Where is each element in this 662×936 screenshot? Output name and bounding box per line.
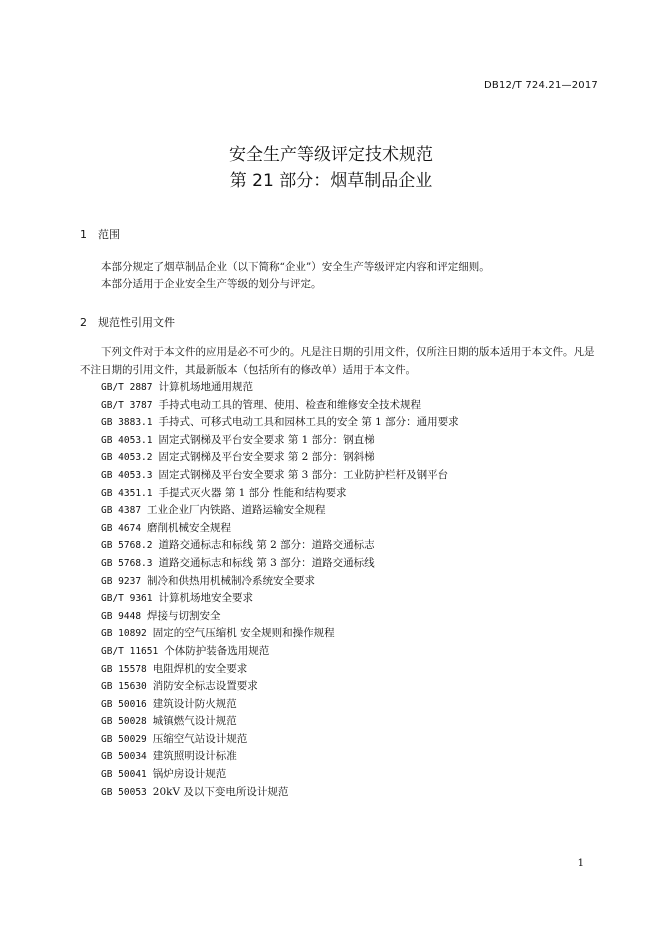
section-2-number: 2 xyxy=(80,316,87,329)
standard-code: DB12/T 724.21—2017 xyxy=(484,80,598,91)
reference-code: GB/T 9361 xyxy=(101,593,153,605)
reference-title: 城镇燃气设计规范 xyxy=(152,715,237,728)
reference-title: 制冷和供热用机械制冷系统安全要求 xyxy=(147,574,316,587)
reference-title: 磨削机械安全规程 xyxy=(147,521,232,534)
reference-title: 手持式、可移式电动工具和园林工具的安全 第 1 部分：通用要求 xyxy=(158,416,459,429)
reference-code: GB 9448 xyxy=(101,610,142,622)
reference-code: GB 9237 xyxy=(101,575,142,587)
reference-code: GB 15630 xyxy=(101,681,147,693)
section-2-heading xyxy=(80,314,175,330)
reference-code: GB 50034 xyxy=(101,751,147,763)
section-1-paragraph-2: 本部分适用于企业安全生产等级的划分与评定。 xyxy=(101,278,322,290)
reference-code: GB/T 3787 xyxy=(101,399,153,411)
reference-item xyxy=(101,520,459,538)
reference-item xyxy=(101,379,459,397)
title-line-2: 第 21 部分：烟草制品企业 xyxy=(229,171,433,191)
reference-list xyxy=(101,379,459,801)
reference-title: 消防安全标志设置要求 xyxy=(152,680,258,693)
reference-code: GB 15578 xyxy=(101,663,147,675)
reference-code: GB/T 11651 xyxy=(101,645,159,657)
reference-title: 手提式灭火器 第 1 部分 性能和结构要求 xyxy=(158,486,347,499)
reference-title: 固定式钢梯及平台安全要求 第 3 部分：工业防护栏杆及钢平台 xyxy=(158,468,449,481)
reference-title: 锅炉房设计规范 xyxy=(152,768,227,781)
reference-code: GB 50016 xyxy=(101,698,147,710)
reference-item xyxy=(101,467,459,485)
document-title xyxy=(0,142,662,194)
reference-code: GB/T 2887 xyxy=(101,382,153,393)
section-1-number: 1 xyxy=(80,228,87,241)
reference-item xyxy=(101,678,459,696)
reference-item xyxy=(101,537,459,555)
reference-title: 工业企业厂内铁路、道路运输安全规程 xyxy=(147,504,326,517)
reference-code: GB 4053.3 xyxy=(101,469,153,481)
reference-item xyxy=(101,608,459,626)
reference-title: 建筑照明设计标准 xyxy=(152,750,237,763)
reference-code: GB 4351.1 xyxy=(101,487,153,499)
section-2-intro: 下列文件对于本文件的应用是必不可少的。凡是注日期的引用文件，仅所注日期的版本适用于本文件。凡是不注日期的引用文件，其最新版本（包括所有的修改单）适用于本文件。 xyxy=(80,346,595,376)
reference-item xyxy=(101,485,459,503)
reference-code: GB 3883.1 xyxy=(101,417,153,429)
reference-item xyxy=(101,643,459,661)
reference-item xyxy=(101,555,459,573)
reference-code: GB 10892 xyxy=(101,628,147,640)
reference-code: GB 4053.1 xyxy=(101,434,153,446)
reference-title: 建筑设计防火规范 xyxy=(152,697,237,710)
title-line-1: 安全生产等级评定技术规范 xyxy=(229,145,433,165)
section-1-heading xyxy=(80,226,120,242)
section-2-title: 规范性引用文件 xyxy=(98,316,175,329)
reference-title: 道路交通标志和标线 第 2 部分：道路交通标志 xyxy=(158,539,375,552)
reference-title: 计算机场地安全要求 xyxy=(158,592,253,605)
reference-item xyxy=(101,731,459,749)
reference-item xyxy=(101,432,459,450)
reference-code: GB 5768.3 xyxy=(101,557,153,569)
reference-item xyxy=(101,696,459,714)
reference-item xyxy=(101,766,459,784)
reference-code: GB 5768.2 xyxy=(101,540,153,552)
reference-code: GB 4053.2 xyxy=(101,452,153,464)
reference-title: 固定式钢梯及平台安全要求 第 1 部分：钢直梯 xyxy=(158,433,375,446)
reference-title: 手持式电动工具的管理、使用、检查和维修安全技术规程 xyxy=(158,398,421,411)
reference-item xyxy=(101,397,459,415)
reference-code: GB 50041 xyxy=(101,769,147,781)
reference-code: GB 50029 xyxy=(101,733,147,745)
reference-title: 固定的空气压缩机 安全规则和操作规程 xyxy=(152,627,335,640)
reference-item xyxy=(101,713,459,731)
reference-item xyxy=(101,784,459,802)
reference-code: GB 4674 xyxy=(101,522,142,534)
reference-title: 压缩空气站设计规范 xyxy=(152,732,248,745)
reference-title: 电阻焊机的安全要求 xyxy=(152,662,248,675)
reference-item xyxy=(101,502,459,520)
reference-item xyxy=(101,590,459,608)
reference-item xyxy=(101,414,459,432)
reference-title: 20kV 及以下变电所设计规范 xyxy=(152,785,289,798)
reference-item xyxy=(101,748,459,766)
page-number: 1 xyxy=(577,858,584,869)
reference-title: 固定式钢梯及平台安全要求 第 2 部分：钢斜梯 xyxy=(158,451,375,464)
reference-item xyxy=(101,449,459,467)
reference-item xyxy=(101,573,459,591)
section-1-paragraph-1: 本部分规定了烟草制品企业（以下简称“企业”）安全生产等级评定内容和评定细则。 xyxy=(101,261,490,273)
reference-title: 计算机场地通用规范 xyxy=(158,381,253,393)
reference-title: 焊接与切割安全 xyxy=(147,609,221,622)
reference-code: GB 50028 xyxy=(101,716,147,728)
section-1-title: 范围 xyxy=(98,228,120,241)
reference-code: GB 50053 xyxy=(101,786,147,798)
reference-title: 个体防护装备选用规范 xyxy=(164,644,270,657)
reference-code: GB 4387 xyxy=(101,505,142,517)
reference-title: 道路交通标志和标线 第 3 部分：道路交通标线 xyxy=(158,556,375,569)
reference-item xyxy=(101,625,459,643)
reference-item xyxy=(101,661,459,679)
